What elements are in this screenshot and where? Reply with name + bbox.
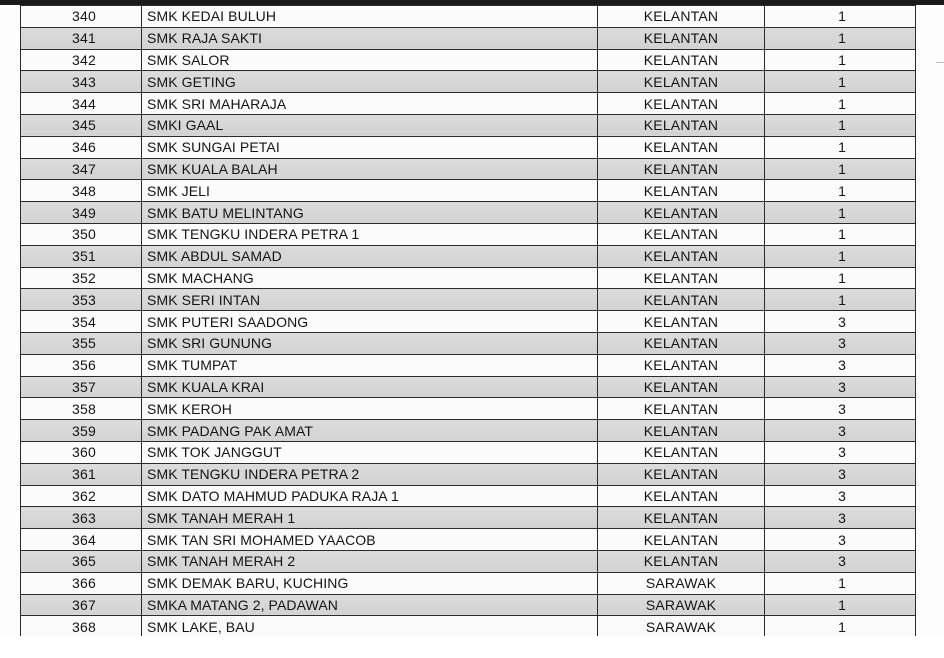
table-row xyxy=(21,332,916,354)
state-name: KELANTAN xyxy=(598,93,765,115)
quantity: 3 xyxy=(765,354,916,376)
quantity: 3 xyxy=(765,485,916,507)
row-number: 344 xyxy=(21,93,142,115)
row-number: 353 xyxy=(21,289,142,311)
quantity: 1 xyxy=(765,594,916,616)
quantity: 3 xyxy=(765,376,916,398)
table-row xyxy=(21,572,916,594)
school-name: SMK DEMAK BARU, KUCHING xyxy=(142,572,598,594)
table-row xyxy=(21,420,916,442)
quantity: 3 xyxy=(765,311,916,333)
school-name: SMK GETING xyxy=(142,71,598,93)
school-name: SMKI GAAL xyxy=(142,114,598,136)
school-name: SMK TENGKU INDERA PETRA 2 xyxy=(142,463,598,485)
state-name: KELANTAN xyxy=(598,49,765,71)
row-number: 354 xyxy=(21,311,142,333)
state-name: KELANTAN xyxy=(598,311,765,333)
table-row xyxy=(21,485,916,507)
school-name: SMK SERI INTAN xyxy=(142,289,598,311)
state-name: KELANTAN xyxy=(598,332,765,354)
row-number: 342 xyxy=(21,49,142,71)
quantity: 1 xyxy=(765,245,916,267)
school-name: SMK JELI xyxy=(142,180,598,202)
school-name: SMK BATU MELINTANG xyxy=(142,202,598,224)
state-name: KELANTAN xyxy=(598,420,765,442)
state-name: KELANTAN xyxy=(598,223,765,245)
school-name: SMK LAKE, BAU xyxy=(142,616,598,638)
table-row xyxy=(21,550,916,572)
school-name: SMK TENGKU INDERA PETRA 1 xyxy=(142,223,598,245)
margin-mark xyxy=(936,62,944,63)
state-name: KELANTAN xyxy=(598,245,765,267)
row-number: 340 xyxy=(21,6,142,28)
row-number: 355 xyxy=(21,332,142,354)
state-name: KELANTAN xyxy=(598,158,765,180)
row-number: 350 xyxy=(21,223,142,245)
quantity: 1 xyxy=(765,572,916,594)
state-name: KELANTAN xyxy=(598,550,765,572)
state-name: KELANTAN xyxy=(598,27,765,49)
state-name: KELANTAN xyxy=(598,202,765,224)
quantity: 1 xyxy=(765,93,916,115)
row-number: 346 xyxy=(21,136,142,158)
row-number: 351 xyxy=(21,245,142,267)
state-name: KELANTAN xyxy=(598,267,765,289)
quantity: 1 xyxy=(765,71,916,93)
row-number: 363 xyxy=(21,507,142,529)
school-name: SMK KEDAI BULUH xyxy=(142,6,598,28)
state-name: KELANTAN xyxy=(598,485,765,507)
table-row xyxy=(21,376,916,398)
quantity: 1 xyxy=(765,49,916,71)
school-allocation-table xyxy=(20,5,916,658)
quantity: 3 xyxy=(765,463,916,485)
quantity: 3 xyxy=(765,529,916,551)
table-row xyxy=(21,529,916,551)
state-name: KELANTAN xyxy=(598,136,765,158)
quantity: 1 xyxy=(765,223,916,245)
state-name: KELANTAN xyxy=(598,376,765,398)
state-name: SARAWAK xyxy=(598,572,765,594)
school-name: SMK TAN SRI MOHAMED YAACOB xyxy=(142,529,598,551)
quantity: 1 xyxy=(765,267,916,289)
school-name: SMK SALOR xyxy=(142,49,598,71)
school-name: SMK SRI GUNUNG xyxy=(142,332,598,354)
school-name: SMK ABDUL SAMAD xyxy=(142,245,598,267)
state-name: KELANTAN xyxy=(598,71,765,93)
state-name: KELANTAN xyxy=(598,398,765,420)
state-name: KELANTAN xyxy=(598,529,765,551)
school-name: SMK SUNGAI PETAI xyxy=(142,136,598,158)
table-row xyxy=(21,398,916,420)
state-name: KELANTAN xyxy=(598,463,765,485)
state-name: KELANTAN xyxy=(598,507,765,529)
quantity: 3 xyxy=(765,441,916,463)
table-row xyxy=(21,180,916,202)
state-name: SARAWAK xyxy=(598,594,765,616)
table-row xyxy=(21,616,916,638)
table-row xyxy=(21,49,916,71)
row-number: 341 xyxy=(21,27,142,49)
table-row xyxy=(21,71,916,93)
school-name: SMK MACHANG xyxy=(142,267,598,289)
school-name: SMK PUTERI SAADONG xyxy=(142,311,598,333)
row-number: 352 xyxy=(21,267,142,289)
school-name: SMK TOK JANGGUT xyxy=(142,441,598,463)
table-row xyxy=(21,463,916,485)
quantity: 3 xyxy=(765,398,916,420)
row-number: 365 xyxy=(21,550,142,572)
quantity: 1 xyxy=(765,616,916,638)
state-name: KELANTAN xyxy=(598,114,765,136)
quantity: 1 xyxy=(765,27,916,49)
state-name: KELANTAN xyxy=(598,6,765,28)
school-name: SMK KEROH xyxy=(142,398,598,420)
row-number: 361 xyxy=(21,463,142,485)
quantity: 1 xyxy=(765,136,916,158)
table-row xyxy=(21,6,916,28)
school-name: SMK KUALA BALAH xyxy=(142,158,598,180)
table-row xyxy=(21,223,916,245)
school-name: SMK SRI MAHARAJA xyxy=(142,93,598,115)
row-number: 348 xyxy=(21,180,142,202)
quantity: 3 xyxy=(765,507,916,529)
table-row xyxy=(21,27,916,49)
table-row xyxy=(21,136,916,158)
quantity: 3 xyxy=(765,420,916,442)
school-name: SMK TANAH MERAH 2 xyxy=(142,550,598,572)
quantity: 1 xyxy=(765,6,916,28)
table-row xyxy=(21,245,916,267)
table-body xyxy=(21,6,916,658)
table-row xyxy=(21,158,916,180)
quantity: 1 xyxy=(765,158,916,180)
school-name: SMK KUALA KRAI xyxy=(142,376,598,398)
quantity: 1 xyxy=(765,202,916,224)
school-name: SMK RAJA SAKTI xyxy=(142,27,598,49)
row-number: 349 xyxy=(21,202,142,224)
school-name: SMKA MATANG 2, PADAWAN xyxy=(142,594,598,616)
school-name: SMK PADANG PAK AMAT xyxy=(142,420,598,442)
school-name: SMK TUMPAT xyxy=(142,354,598,376)
state-name: KELANTAN xyxy=(598,289,765,311)
school-name: SMK TANAH MERAH 1 xyxy=(142,507,598,529)
table-row xyxy=(21,114,916,136)
row-number: 357 xyxy=(21,376,142,398)
state-name: KELANTAN xyxy=(598,354,765,376)
table-row xyxy=(21,594,916,616)
page-bottom-margin xyxy=(0,636,944,658)
row-number: 364 xyxy=(21,529,142,551)
table-row xyxy=(21,289,916,311)
table-row xyxy=(21,202,916,224)
row-number: 366 xyxy=(21,572,142,594)
row-number: 367 xyxy=(21,594,142,616)
quantity: 3 xyxy=(765,550,916,572)
row-number: 345 xyxy=(21,114,142,136)
row-number: 359 xyxy=(21,420,142,442)
state-name: SARAWAK xyxy=(598,616,765,638)
row-number: 347 xyxy=(21,158,142,180)
table-row xyxy=(21,354,916,376)
table-row xyxy=(21,267,916,289)
table-row xyxy=(21,441,916,463)
quantity: 3 xyxy=(765,332,916,354)
row-number: 368 xyxy=(21,616,142,638)
row-number: 362 xyxy=(21,485,142,507)
row-number: 360 xyxy=(21,441,142,463)
school-name: SMK DATO MAHMUD PADUKA RAJA 1 xyxy=(142,485,598,507)
quantity: 1 xyxy=(765,289,916,311)
row-number: 356 xyxy=(21,354,142,376)
state-name: KELANTAN xyxy=(598,180,765,202)
row-number: 358 xyxy=(21,398,142,420)
table-row xyxy=(21,507,916,529)
quantity: 1 xyxy=(765,114,916,136)
table-row xyxy=(21,93,916,115)
row-number: 343 xyxy=(21,71,142,93)
quantity: 1 xyxy=(765,180,916,202)
table-row xyxy=(21,311,916,333)
state-name: KELANTAN xyxy=(598,441,765,463)
